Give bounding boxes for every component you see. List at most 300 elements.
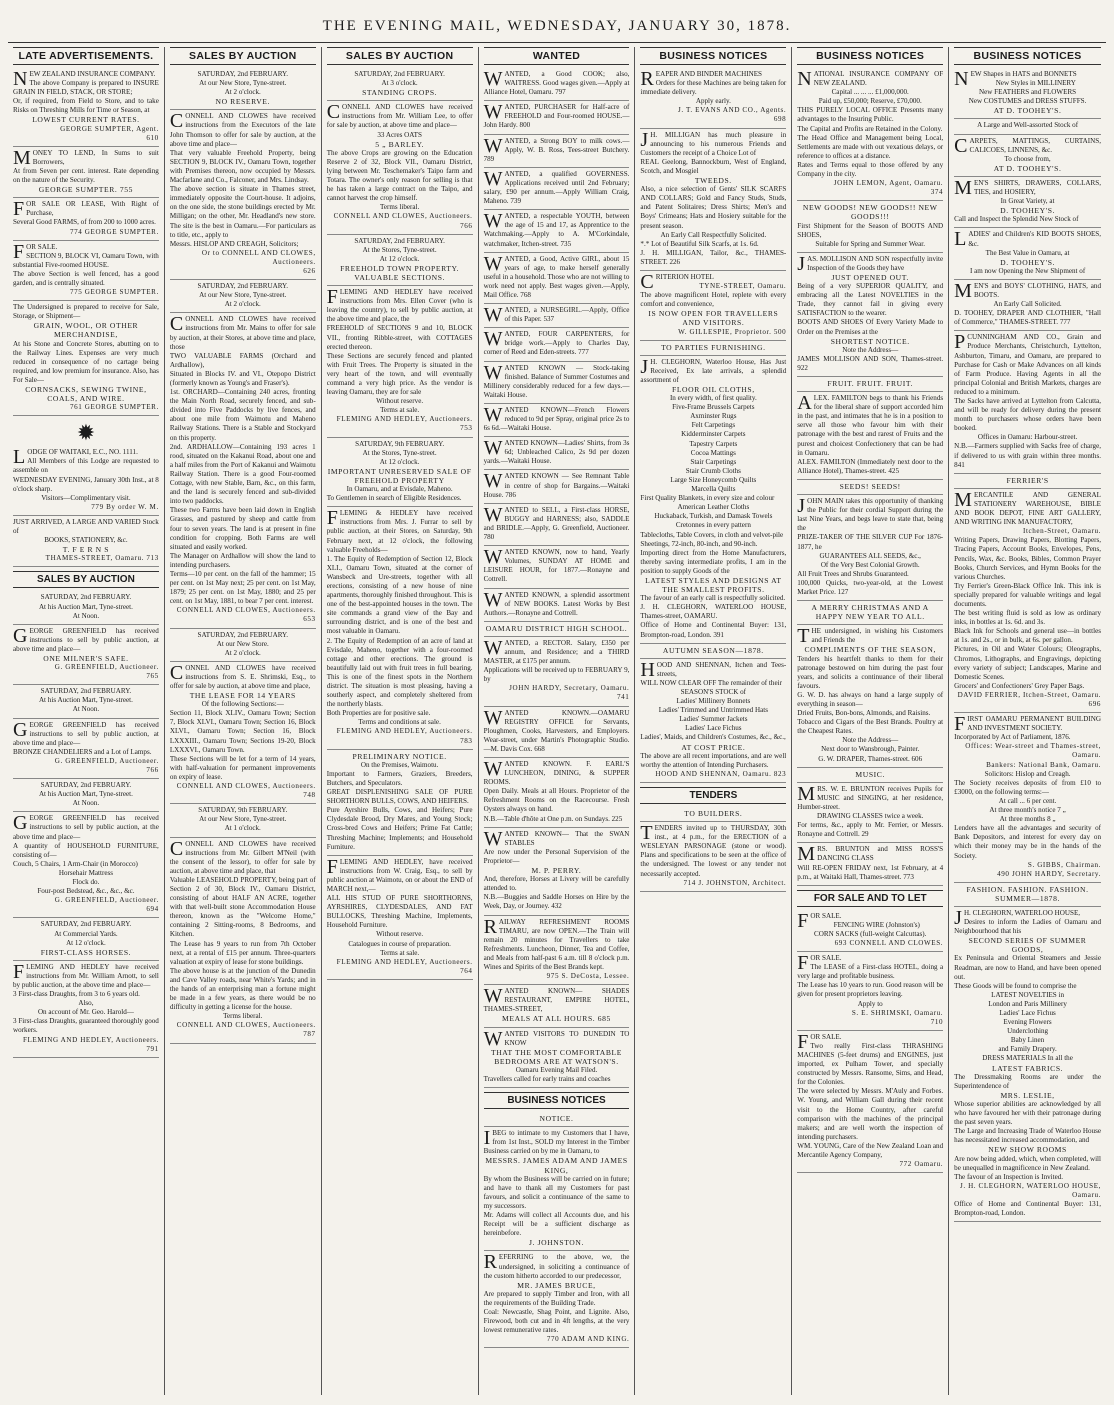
ad-text: In Oamaru, and at Evisdale, Maheno. — [346, 485, 453, 494]
ad-text: DRESS MATERIALS In all the — [982, 1054, 1073, 1063]
ad-line — [954, 1009, 1101, 1018]
ad-line — [327, 406, 473, 415]
ad-line — [13, 814, 159, 841]
ad-text: CUNNINGHAM AND CO., Grain and Produce Merchants, Christchurch, Lyttelton, Ashburton, Timaru, and Oamaru, are prepared to Purchase for Cash or Make Advances on all kinds of Farm Produce. Having Agents in all the principal Colonial and British Markets, charges are reduced to a minimum. — [954, 333, 1101, 396]
ad-text: J. JOHNSTON. — [529, 1238, 584, 1248]
ad-text: M. P. PERRY. — [531, 866, 582, 876]
ad-text: STANDING CROPS. — [362, 88, 438, 98]
ad-line — [13, 603, 159, 612]
drop-cap: W — [483, 985, 503, 1008]
ad-text: The Best Value in Oamaru, at — [985, 248, 1070, 257]
ad-line — [13, 321, 159, 339]
ad-text: NO RESERVE. — [215, 97, 271, 107]
ad-text: 693 CONNELL AND CLOWES. — [834, 938, 944, 947]
ad-text: FASHION. FASHION. FASHION. — [966, 884, 1089, 894]
advertisement — [327, 750, 473, 856]
advertisement — [954, 177, 1101, 228]
ad-line — [327, 288, 473, 324]
ad-text: Ladies' Lace Fichus — [999, 1009, 1056, 1017]
ad-line — [327, 967, 473, 976]
drop-cap: M — [954, 488, 972, 511]
ad-text: LOWEST CURRENT RATES. — [32, 115, 140, 125]
ad-text: The above magnificent Hotel, replete with every comfort and convenience, — [640, 291, 787, 309]
ad-line — [954, 861, 1101, 870]
drop-cap: C — [169, 837, 184, 860]
ad-line — [170, 282, 316, 291]
ad-line — [327, 415, 473, 424]
ad-text: At Noon. — [72, 705, 100, 714]
column-7 — [949, 47, 1106, 1395]
ad-text: Axminster Rugs — [690, 412, 737, 421]
advertisement — [797, 910, 943, 952]
ad-line — [13, 79, 159, 97]
ad-text: JOHN LEMON, Agent, Oamaru. — [833, 179, 944, 188]
ad-line — [640, 394, 786, 403]
ad-line — [327, 752, 473, 761]
ad-text: The Lease has 9 years to run from 7th October next, at a rental of £15 per annum. Three-quarters valuation at expiry of lease for stone buildings. — [169, 939, 316, 966]
ad-text: DRAWING CLASSES twice a week. — [817, 812, 924, 821]
ad-text: These Sections will be let for a term of 14 years, with half-valuation for permanent improvements on expiry of lease. — [169, 754, 316, 781]
ad-text: The Large and Increasing Trade of Waterloo House has necessitated increased accommodation, and — [954, 1127, 1101, 1145]
ad-line — [954, 1100, 1101, 1127]
drop-cap: N — [13, 68, 28, 90]
ad-text: Catalogues in course of preparation. — [348, 939, 451, 948]
ad-line — [327, 467, 473, 485]
ad-line — [797, 482, 943, 491]
ad-line — [327, 79, 473, 88]
ad-line — [13, 536, 159, 545]
ad-text: H. MILLIGAN has much pleasure in announcing to his numerous Friends and Customers the receipt of a Choice Lot of — [640, 130, 787, 157]
ad-line — [170, 315, 316, 351]
ad-line — [640, 421, 786, 430]
ad-text: BRONZE CHANDELIERS and a Lot of Lamps. — [13, 747, 152, 756]
ad-line — [13, 790, 159, 799]
ad-line — [797, 533, 943, 551]
ad-text: ENDERS invited up to THURSDAY, 30th inst., at 4 p.m., for the ERECTION of a WESLEYAN PARSONAGE (stone or wood). Plans and specifications to be seen at the office of the undersigned. The lowest or any tender not necessarily accepted. — [640, 824, 787, 878]
ad-line — [954, 1045, 1101, 1054]
ad-text: Ladies' Summer Jackets — [679, 715, 748, 724]
ad-text: ANTED, a Good, Active GIRL, about 15 years of age, to make herself generally useful in a household. Those who are not willing to work need not apply. Best wages given.—Apply, Mail Office. 768 — [483, 254, 630, 299]
ad-line — [170, 249, 316, 267]
ad-line — [954, 1155, 1101, 1173]
ad-line — [170, 1012, 316, 1021]
ad-line — [954, 645, 1101, 681]
ad-line — [640, 715, 786, 724]
ad-text: THAMES-STREET, Oamaru. 713 — [45, 554, 159, 563]
ad-line — [170, 88, 316, 97]
ad-text: SATURDAY, 2nd FEBRUARY. — [354, 70, 445, 78]
ad-line — [797, 1000, 943, 1009]
ad-line — [327, 149, 473, 204]
ad-text: FENCING WIRE (Johnston's) — [833, 920, 920, 929]
ad-text: New Styles in MILLINERY — [995, 79, 1076, 88]
ad-text: At three month's notice 7 „ — [989, 806, 1066, 815]
ad-text: At Noon. — [72, 611, 100, 620]
ad-line — [13, 270, 159, 288]
drop-cap: M — [954, 176, 972, 199]
ad-text: PRELIMINARY NOTICE. — [352, 751, 447, 761]
advertisement — [327, 438, 473, 508]
ad-text: ONNEL AND CLOWES have received instructions from S. E. Shrimski, Esq., to offer for sale by auction, at above time and place, — [169, 663, 316, 690]
ad-line — [13, 198, 159, 221]
ad-text: 1. The Equity of Redemption of Section 12, Block XLI., Oamaru Town, situated at the corner of Wansbeck and Ure-streets, together with all erections, consisting of a new house of nine apartments, thoroughly finished throughout. This is one of the best-appointed houses in the town. The site commands a grand view of the Bay and surrounding district, and is one of the best and most valuable in Oamaru. — [326, 554, 473, 636]
ad-line — [327, 788, 473, 806]
column-5 — [635, 47, 792, 1395]
ad-line — [954, 258, 1101, 267]
ad-line — [640, 158, 786, 176]
ad-line — [797, 273, 943, 282]
ad-line — [797, 1018, 943, 1027]
ad-line — [797, 552, 943, 561]
drop-cap: H — [640, 658, 655, 681]
ad-line — [797, 379, 943, 388]
ad-text: 975 S. DeCosta, Lessee. — [546, 972, 630, 981]
ad-line — [13, 766, 159, 775]
ad-line — [483, 915, 630, 973]
ad-text: SATURDAY, 2nd FEBRUARY. — [40, 593, 132, 602]
lodge-emblem-icon: ✹ — [76, 420, 96, 446]
ad-line — [640, 291, 786, 309]
ad-text: An Early Call Respectfully Solicited. — [660, 230, 767, 239]
ad-text: The above Crops are growing on the Education Reserve 2 of 32, Block VII., Oamaru District, lying between Mr. Teschemaker's Taipo farm and Totara. The owner's only reason for selling is that he has taken a large contract on the Taipo, and cannot harvest the crop himself. — [326, 148, 473, 203]
ad-text: BOOTS AND SHOES Of Every Variety Made to Order on the Premises at the — [797, 318, 944, 336]
ad-line — [954, 88, 1101, 97]
ad-text: By whom the Business will be carried on in future; and have to thank all my Customers for past favours, and solicit a continuance of the same to my successors. — [483, 1174, 630, 1210]
ad-line — [484, 1066, 630, 1075]
advertisement — [797, 495, 943, 601]
ad-text: Tablecloths, Table Covers, in cloth and velvet-pile — [640, 530, 784, 539]
ad-line — [797, 921, 943, 930]
ad-line — [13, 860, 159, 869]
ad-text: MR. JAMES BRUCE, — [517, 1280, 596, 1290]
ad-text: The above Company is prepared to INSURE GRAIN IN FIELD, STACK, OR STORE; — [13, 79, 159, 97]
ad-text: 764 — [460, 966, 473, 975]
ad-text: OR SALE. — [810, 911, 842, 920]
drop-cap: R — [640, 68, 654, 90]
ad-line — [484, 815, 630, 824]
ad-line — [13, 757, 159, 766]
ad-text: Two really First-class THRASHING MACHINES (5-feet drums) and ENGINES, just imported, ex Pulham Tower, and specially constructed by Messrs. Ransome, Sims, and Head, for the Colonies. — [797, 1041, 944, 1087]
ad-text: ERCANTILE AND GENERAL STATIONERY WAREHOUSE, BIBLE AND BOOK DEPOT, FINE ART GALLERY, AND WRITING INK MANUFACTORY, — [954, 490, 1101, 527]
ad-text: In every width, of first quality. — [669, 394, 757, 403]
ad-line — [13, 494, 159, 503]
ad-text: 761 GEORGE SUMPTER. — [69, 403, 159, 412]
ad-text: COMPLIMENTS OF THE SEASON, — [804, 645, 936, 655]
ad-line — [13, 340, 159, 385]
ad-text: Terms at sale. — [380, 406, 420, 415]
ad-line — [327, 485, 473, 494]
ad-line — [484, 666, 630, 684]
ad-text: In Great Variety, at — [1000, 197, 1055, 206]
ad-text: Several Good FARMS, of from 200 to 1000 acres. — [13, 218, 156, 227]
ad-line — [13, 960, 159, 990]
ad-text: ANTED KNOWN.—OAMARU REGISTRY OFFICE for Servants, Ploughmen, Cooks, Harvesters, and Employers. Wear-street, under Martin's Photographic Studio.—M. Davis Cox. 668 — [483, 708, 630, 753]
ad-line — [640, 752, 786, 770]
drop-cap: C — [640, 270, 654, 293]
advertisement — [484, 707, 630, 758]
advertisement — [484, 404, 630, 437]
ad-line — [640, 128, 787, 158]
ad-line — [327, 246, 473, 255]
ad-text: The were selected by Messrs. M'Auly and Forbes. W. Young, and William Gall during their recent visit to the Home Country, after careful comparison with the machines of the principal makers; and are well worth the inspection of intending purchasers. — [797, 1087, 944, 1141]
ad-line — [327, 949, 473, 958]
ad-text: 698 — [773, 115, 787, 124]
ad-line — [327, 449, 473, 458]
ad-line — [954, 527, 1101, 536]
ad-line — [954, 797, 1101, 806]
ad-text: LEX. FAMILTON begs to thank his Friends for the liberal share of support accorded him in the past, and intimates that he is in a position to serve all those who favour him with their patronage with the best and rarest of Fruits and the purest and choicest Confectionery that can be had in Oamaru. — [797, 394, 944, 457]
advertisement — [954, 883, 1101, 907]
advertisement — [327, 856, 473, 980]
ad-text: Apply to — [857, 999, 883, 1008]
ad-text: 100,000 Quicks, two-year-old, at the Lowest Market Price. 127 — [797, 578, 944, 596]
ad-line — [13, 303, 159, 321]
ad-line — [13, 476, 159, 494]
ad-text: At our New Store, Tyne-street. — [199, 291, 287, 300]
ad-line — [170, 506, 316, 551]
ad-text: BOOKS, STATIONERY, &c. — [44, 536, 128, 545]
ad-line — [954, 1027, 1101, 1036]
ad-text: 765 — [146, 672, 159, 681]
ad-text: J. H. MILLIGAN, Tailor, &c., THAMES-STREET. 226 — [640, 248, 787, 266]
ad-line — [484, 1156, 630, 1174]
ad-line — [13, 228, 159, 237]
ad-text: LATEST STYLES AND DESIGNS AT THE SMALLEST PROFITS. — [645, 575, 782, 595]
drop-cap: L — [13, 446, 26, 469]
ad-line — [13, 799, 159, 808]
ad-text: At his Stone and Concrete Stores, abutting on to the Railway Lines. Expenses are very much reduced in consequence of no cartage being required, and low premium for insurance. Also, has For Sale— — [13, 339, 159, 384]
ad-line — [797, 625, 944, 648]
drop-cap: W — [483, 304, 503, 327]
ad-line — [13, 842, 159, 860]
ad-text: And, therefore, Horses at Livery will be carefully attended to. — [483, 875, 630, 893]
ad-line — [797, 736, 943, 745]
ad-text: 5 „ BARLEY. — [375, 139, 425, 149]
drop-cap: F — [797, 909, 809, 932]
ad-text: Bankers: National Bank, Oamaru. — [986, 760, 1101, 769]
ad-text: 770 ADAM AND KING. — [546, 1335, 630, 1344]
ad-line — [483, 706, 630, 754]
drop-cap: W — [483, 437, 503, 460]
ad-line — [640, 724, 786, 733]
ad-line — [13, 672, 159, 681]
ad-line — [640, 770, 786, 779]
ad-text: 490 JOHN HARDY, Secretary. — [997, 869, 1101, 878]
drop-cap: J — [954, 906, 962, 929]
ad-line — [797, 1042, 943, 1087]
ad-text: ANTED KNOWN — Stock-taking finished. Balance of Summer Costumes and Millinery considerably reduced for a few days.—Waitaki House. — [483, 363, 630, 399]
ad-line — [13, 663, 159, 672]
ad-line — [484, 70, 630, 97]
ad-line — [954, 682, 1101, 691]
ad-text: Terms liberal. — [379, 203, 420, 212]
drop-cap: R — [483, 915, 497, 938]
ad-text: ANTED KNOWN, now to hand, Yearly Volumes, SUNDAY AT HOME and LEISURE HOUR, for 1877.—Ronayne and Cottrell. — [483, 548, 630, 584]
ad-text: The Dressmaking Rooms are under the Superintendence of — [954, 1072, 1101, 1090]
ad-line — [13, 948, 159, 957]
ad-line — [170, 782, 316, 791]
ad-text: WM. YOUNG, Care of the New Zealand Loan and Mercantile Agency Company, — [797, 1141, 944, 1160]
ad-line — [13, 115, 159, 124]
ad-line — [797, 1160, 943, 1169]
drop-cap: P — [954, 331, 966, 354]
ad-text: The above section is situate in Thames street, immediately opposite the Court-house. It adjoins, on the one side, the stone buildings erected by Mr. Milligan; on the other, Mr. Headland's new store. The site is the best in Oamaru.—For particulars as to title, etc., apply to — [169, 185, 316, 239]
ad-text: At 12 o'clock. — [379, 254, 420, 263]
ad-text: Office of Home and Continental Buyer: 131, Brompton-road, London. 391 — [640, 621, 787, 639]
drop-cap: F — [326, 286, 338, 309]
ad-text: An Early Call Solicited. — [993, 300, 1062, 309]
ad-line — [327, 273, 473, 282]
ad-text: SUMMER—1878. — [995, 893, 1060, 903]
ad-line — [954, 954, 1101, 981]
ad-line — [13, 896, 159, 905]
ad-line — [327, 212, 473, 221]
ad-text: FRUIT. FRUIT. FRUIT. — [827, 379, 914, 388]
ad-line — [484, 1114, 630, 1123]
advertisement — [170, 662, 316, 804]
ad-line — [640, 697, 786, 706]
ad-text: 710 — [930, 1017, 944, 1026]
ad-line — [954, 936, 1101, 954]
ad-line — [484, 1335, 630, 1344]
ad-text: Note the Address— — [842, 345, 899, 354]
drop-cap: L — [954, 228, 967, 251]
ad-text: MESSRS. JAMES ADAM AND JAMES KING, — [485, 1156, 628, 1175]
ad-text: That very valuable Freehold Property, being SECTION 9, BLOCK IV., Oamaru Town, together with Premises thereon, now occupied by Messrs. Macfarlane and Co., Falconer, and Mrs. Lindsay. — [169, 148, 316, 185]
ad-text: Travellers called for early trains and coaches — [483, 1075, 611, 1083]
advertisement — [954, 474, 1101, 489]
ad-line — [640, 879, 786, 888]
ad-line — [954, 1054, 1101, 1063]
ad-line — [170, 388, 316, 443]
advertisement — [13, 719, 159, 780]
ad-text: TYNE-STREET, Oamaru. — [699, 282, 787, 291]
ad-text: SATURDAY, 2nd FEBRUARY. — [40, 781, 132, 790]
column-4 — [479, 47, 636, 1395]
ad-text: Horsehair Mattress — [58, 868, 114, 877]
ad-line — [797, 125, 943, 134]
ad-text: 791 — [146, 1044, 159, 1053]
ad-line — [484, 1175, 630, 1211]
ad-text: Importing direct from the Home Manufacturers, thereby saving intermediate profits, I am in the position to supply Goods of the — [640, 548, 787, 575]
ad-line — [954, 1036, 1101, 1045]
ad-text: H. CLEGHORN, Waterloo House, Has Just Received, Ex late arrivals, a splendid assortment of — [640, 357, 787, 384]
ad-line — [327, 806, 473, 851]
ad-line — [13, 990, 159, 999]
drop-cap: J — [640, 128, 649, 151]
ad-text: At our New Store. — [216, 639, 269, 648]
ad-line — [640, 328, 786, 337]
ad-line — [170, 791, 316, 800]
ad-line — [483, 252, 630, 300]
ad-line — [797, 1142, 943, 1160]
ad-text: The best writing fluid is sold as low as ordinary inks, in bottles at 1s. 6d. and 3s. — [954, 609, 1101, 627]
ad-line — [797, 963, 943, 981]
ad-line — [640, 621, 786, 639]
advertisement — [640, 271, 786, 341]
ad-text: First Shipment for the Season of BOOTS AND SHOES, — [797, 221, 944, 239]
ad-line — [13, 97, 159, 115]
ad-text: GEORGE SUMPTER, Agent. — [60, 124, 159, 133]
ad-text: ANTED KNOWN, a splendid assortment of NEW BOOKS. Latest Works by Best Authors.—Ronayne and Cottrell. — [483, 590, 630, 617]
ad-text: Are now under the Personal Supervision of the Proprietor— — [483, 847, 630, 865]
ad-text: 766 — [146, 766, 159, 774]
ad-text: 774 GEORGE SUMPTER. — [69, 227, 159, 236]
ad-text: To choose from, — [1004, 154, 1051, 163]
ad-line — [797, 645, 943, 654]
ad-line — [483, 403, 630, 433]
ad-text: 694 — [146, 905, 159, 914]
ad-line — [13, 167, 159, 185]
ad-line — [954, 309, 1101, 327]
ad-line — [483, 636, 630, 666]
ad-line — [797, 755, 943, 764]
advertisement — [484, 304, 630, 328]
ad-text: N.B.—Buggies and Saddle Horses on Hire by the Week, Day, or Journey. 432 — [483, 893, 630, 911]
ad-line — [640, 97, 786, 106]
ad-line — [170, 824, 316, 833]
drop-cap: N — [954, 68, 969, 90]
drop-cap: M — [13, 146, 31, 169]
ad-text: Ladies' Lace Fichus — [685, 724, 742, 733]
ad-line — [954, 300, 1101, 309]
ad-line — [170, 443, 316, 507]
ad-text: TWO VALUABLE FARMS (Orchard and Ardhallow), — [169, 351, 316, 369]
ad-line — [13, 403, 159, 412]
ad-line — [954, 991, 1101, 1000]
ad-text: JUST ARRIVED, A LARGE AND VARIED Stock of — [13, 517, 159, 536]
drop-cap: F — [326, 507, 338, 530]
ad-line — [327, 203, 473, 212]
ad-line — [954, 627, 1101, 645]
drop-cap: R — [483, 1251, 497, 1274]
ad-line — [797, 691, 943, 709]
ad-line — [640, 430, 786, 439]
ad-text: Of the following Sections:— — [201, 700, 284, 709]
drop-cap: F — [797, 952, 809, 975]
ad-line — [170, 640, 316, 649]
ad-text: J. H. CLEGHORN, WATERLOO HOUSE, Oamaru. — [959, 1181, 1101, 1199]
drop-cap: W — [483, 328, 503, 351]
ad-text: EW Shapes in HATS and BONNETS — [970, 70, 1077, 78]
ad-line — [797, 864, 943, 882]
ad-text: RS. BRUNTON and MISS ROSS'S DANCING CLASS — [817, 845, 944, 863]
ad-text: S. E. SHRIMSKI, Oamaru. — [851, 1008, 944, 1017]
ad-line — [797, 603, 943, 621]
ad-line — [954, 197, 1101, 206]
ad-text: Note the Address— — [842, 736, 899, 745]
drop-cap: N — [797, 68, 812, 90]
ad-line — [954, 733, 1101, 742]
ad-line — [954, 279, 1101, 302]
ad-line — [483, 588, 630, 618]
ad-text: ATIONAL INSURANCE COMPANY OF NEW ZEALAND. — [813, 70, 944, 88]
ad-text: Next door to Wansbrough, Painter. — [821, 745, 920, 754]
ad-line — [954, 228, 1101, 251]
ad-line — [484, 987, 630, 1014]
ad-line — [954, 779, 1101, 797]
ad-text: Solicitors: Hislop and Creagh. — [984, 769, 1071, 778]
ad-text: A quantity of HOUSEHOLD FURNITURE, consisting of— — [13, 841, 159, 859]
drop-cap: F — [326, 855, 338, 878]
ad-line — [170, 631, 316, 640]
advertisement — [954, 489, 1101, 713]
ad-text: MRS. LESLIE, — [1000, 1090, 1055, 1100]
ad-text: ANTED KNOWN—Ladies' Shirts, from 3s 6d; Unbleached Calico, 2s 9d per dozen yards.—Waitaki House. — [483, 439, 630, 466]
ad-text: ANTED, a Strong BOY to milk cows.—Apply, W. B. Ross, Tees-street Butchery. 789 — [483, 136, 630, 163]
ad-text: Or, if required, from Field to Store, and to take Risks on Threshing Mills for Time or Season, at — [13, 97, 159, 115]
ad-line — [640, 403, 786, 412]
